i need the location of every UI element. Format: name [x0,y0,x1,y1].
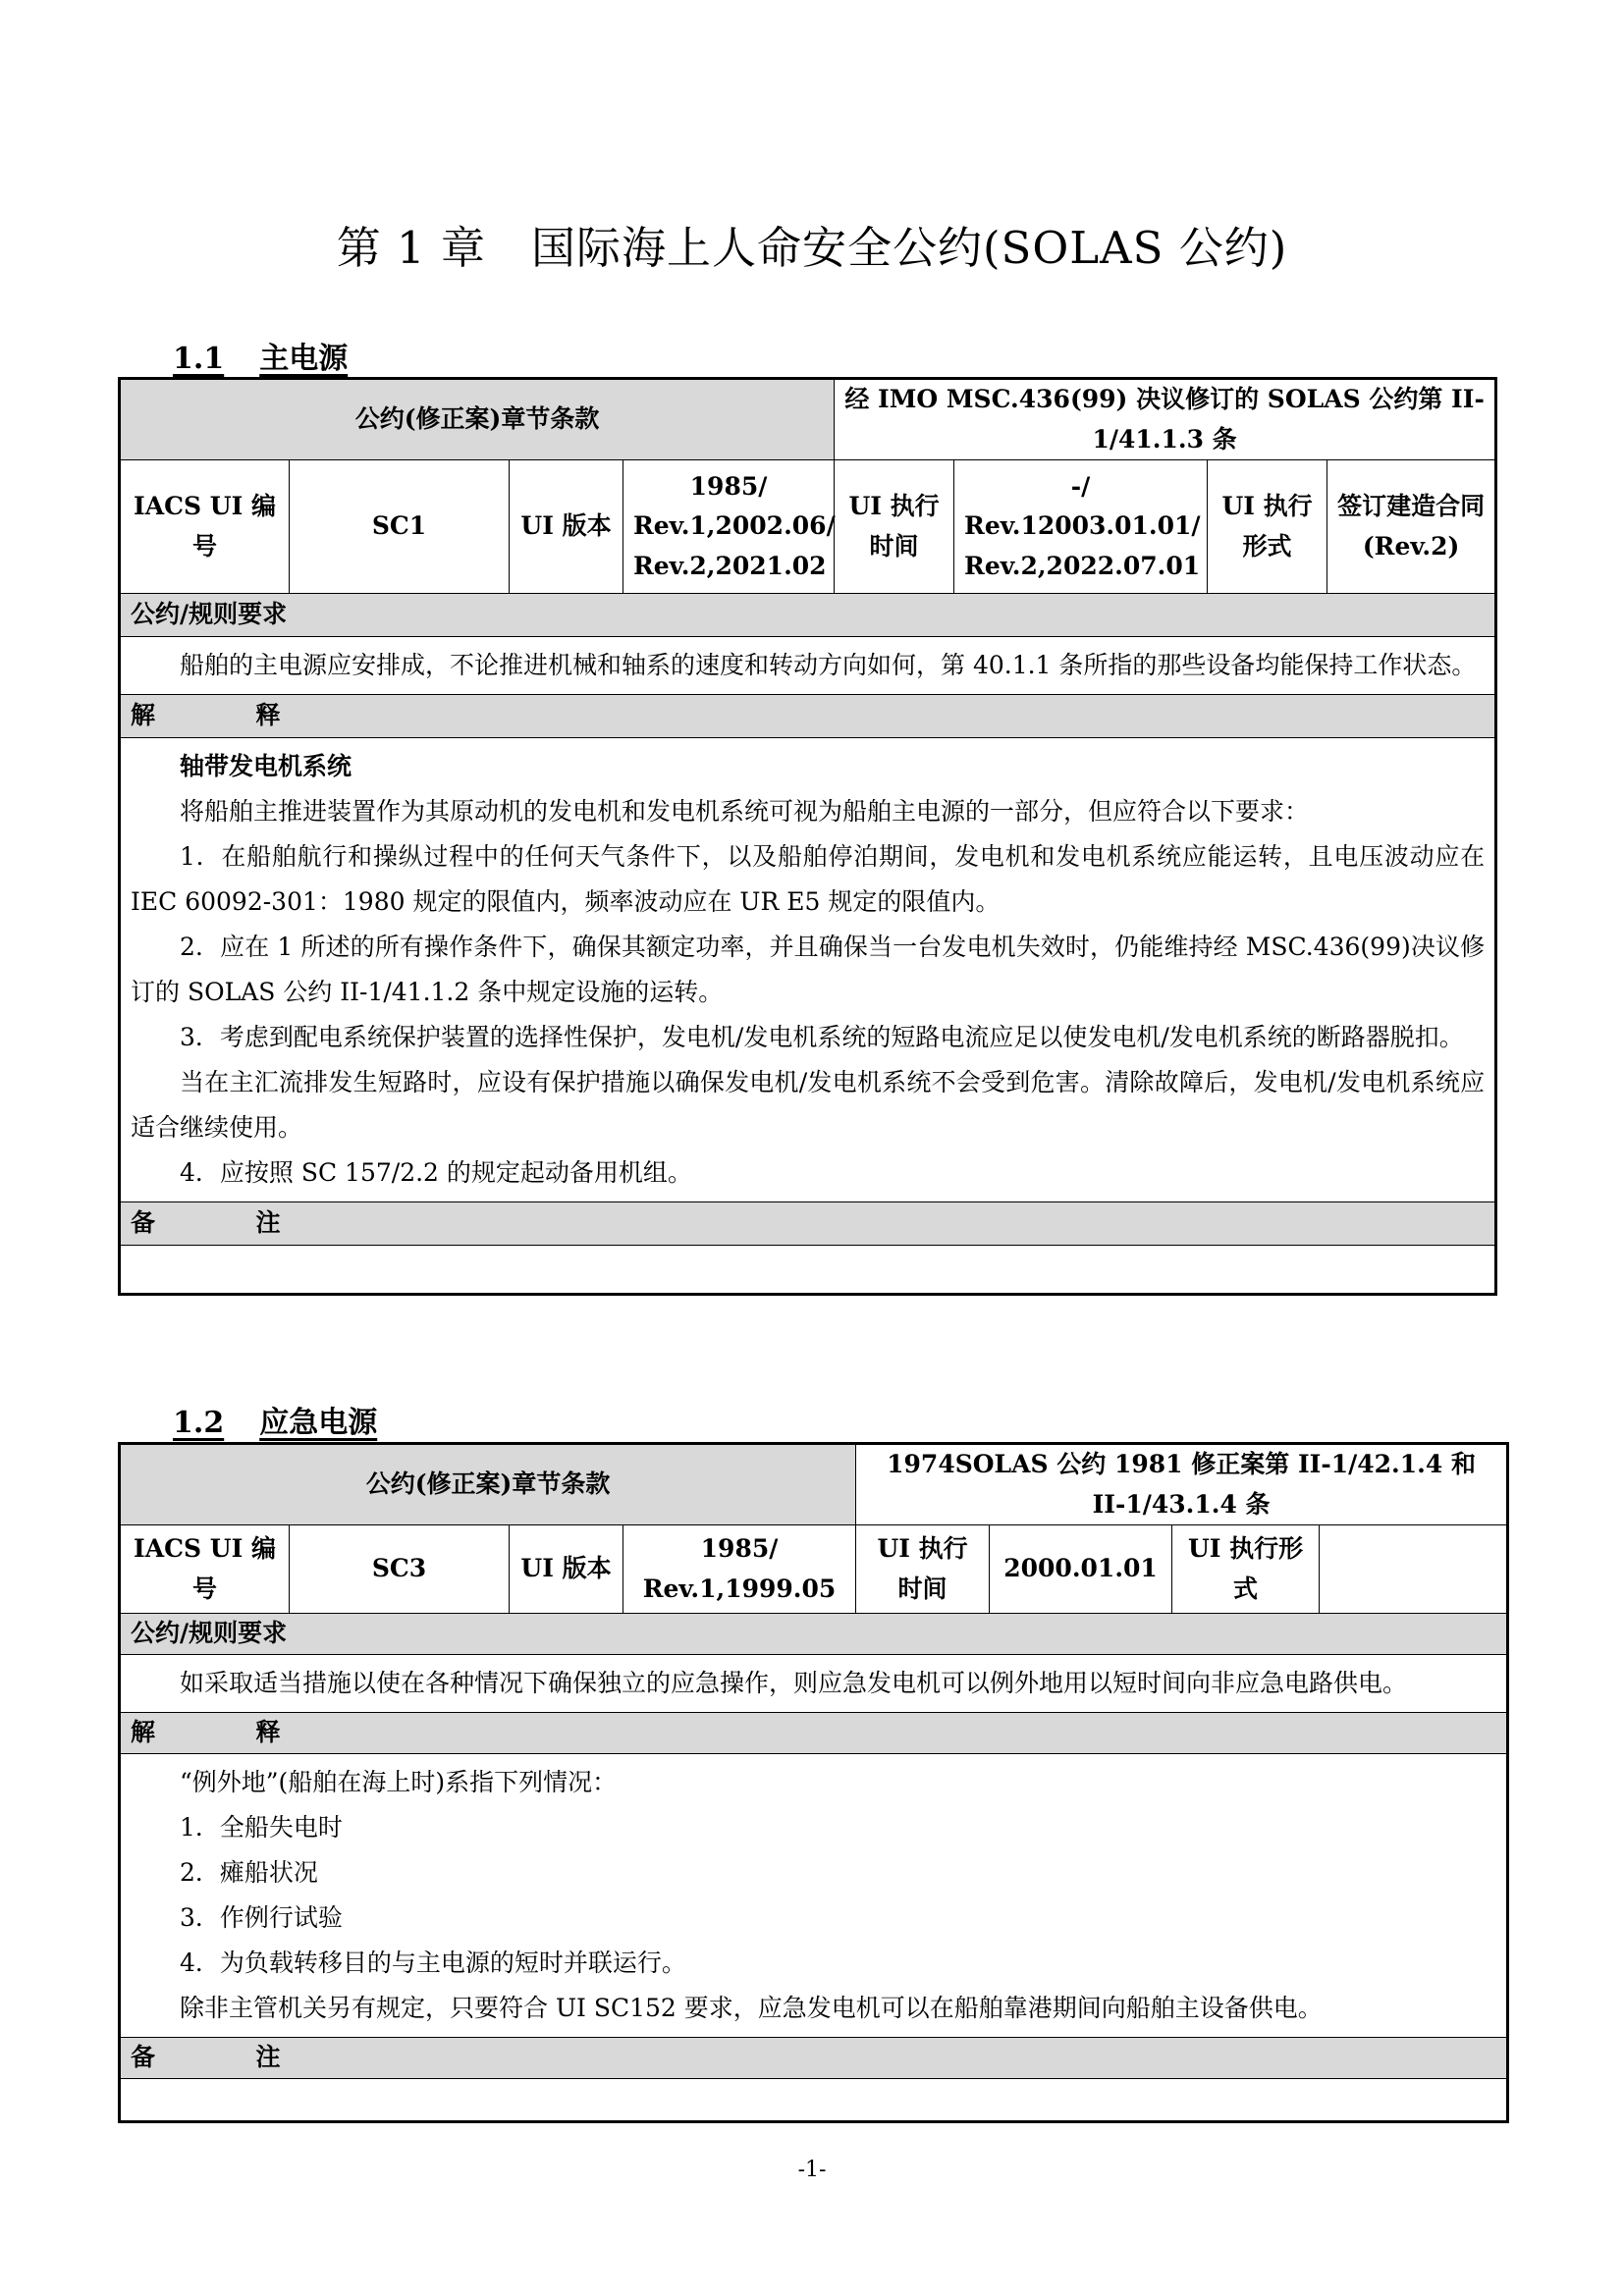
ui-effective-time-value: 2000.01.01 [990,1525,1172,1614]
interpretation-item: 当在主汇流排发生短路时，应设有保护措施以确保发电机/发电机系统不会受到危害。清除故障后，发电机/发电机系统应适合继续使用。 [131,1068,1486,1142]
section-heading-1-1 [173,334,348,377]
interpretation-item: 3．考虑到配电系统保护装置的选择性保护，发电机/发电机系统的短路电流应足以使发电机/发电机系统的断路器脱扣。 [180,1023,1464,1051]
ui-version-value: 1985/ Rev.1,1999.05 [623,1525,856,1614]
interpretation-item: 1．在船舶航行和操纵过程中的任何天气条件下，以及船舶停泊期间，发电机和发电机系统应能运转，且电压波动应在 IEC 60092-301：1980 规定的限值内，频率波动应在 UR E5 规定的限值内。 [131,842,1486,916]
remarks-label: 备 注 [131,2043,319,2072]
requirement-header: 公约/规则要求 [120,594,1496,637]
ui-effective-form-value [1320,1525,1508,1614]
ui-effective-time-label: UI 执行时间 [835,460,954,594]
interpretation-item: 除非主管机关另有规定，只要符合 UI SC152 要求，应急发电机可以在船舶靠港期间向船舶主设备供电。 [180,1994,1323,2022]
chapter-title: 第 1 章 国际海上人命安全公约(SOLAS 公约) [336,222,1288,274]
requirement-text: 如采取适当措施以使在各种情况下确保独立的应急操作，则应急发电机可以例外地用以短时间向非应急电路供电。 [180,1669,1408,1697]
interpretation-body [120,738,1496,1202]
requirement-body [120,637,1496,695]
ui-effective-time-value: -/ Rev.12003.01.01/ Rev.2,2022.07.01 [954,460,1208,594]
interpretation-item: 3．作例行试验 [180,1903,343,1932]
interpretation-intro: “例外地”(船舶在海上时)系指下列情况： [180,1768,618,1796]
section-title: 主电源 [259,342,349,376]
ui-table-sc3 [118,1442,1509,2123]
interpretation-label: 解 释 [131,701,319,730]
ui-effective-form-label: UI 执行形式 [1172,1525,1320,1614]
iacs-ui-number-label: IACS UI 编号 [120,460,290,594]
ui-effective-form-value: 签订建造合同 (Rev.2) [1327,460,1496,594]
iacs-ui-number-label: IACS UI 编号 [120,1525,290,1614]
section-title: 应急电源 [259,1406,378,1440]
requirement-header: 公约/规则要求 [120,1614,1508,1655]
ui-version-label: UI 版本 [510,460,623,594]
section-number: 1.1 [173,342,225,376]
interpretation-header [120,1713,1508,1754]
interpretation-item: 1．全船失电时 [180,1813,343,1842]
iacs-ui-number-value: SC3 [290,1525,510,1614]
interpretation-header [120,695,1496,738]
clause-value: 1974SOLAS 公约 1981 修正案第 II-1/42.1.4 和 II-1/43.1.4 条 [856,1444,1508,1525]
remarks-header [120,1202,1496,1246]
ui-table-sc1 [118,377,1497,1296]
clause-value: 经 IMO MSC.436(99) 决议修订的 SOLAS 公约第 II-1/41.1.3 条 [835,379,1496,460]
ui-version-label: UI 版本 [510,1525,623,1614]
remarks-body [120,2079,1508,2122]
interpretation-subtitle: 轴带发电机系统 [180,752,352,780]
interpretation-intro: 将船舶主推进装置作为其原动机的发电机和发电机系统可视为船舶主电源的一部分，但应符合以下要求： [180,797,1310,826]
ui-effective-form-label: UI 执行形式 [1208,460,1327,594]
requirement-text: 船舶的主电源应安排成，不论推进机械和轴系的速度和转动方向如何，第 40.1.1 条所指的那些设备均能保持工作状态。 [180,651,1477,679]
clause-label: 公约(修正案)章节条款 [120,379,835,460]
page-number: -1- [797,2158,827,2182]
remarks-label: 备 注 [131,1208,319,1238]
interpretation-item: 2．瘫船状况 [180,1858,318,1887]
requirement-body [120,1655,1508,1713]
interpretation-label: 解 释 [131,1718,319,1747]
ui-effective-time-label: UI 执行时间 [856,1525,990,1614]
section-number: 1.2 [173,1406,225,1440]
ui-version-value: 1985/ Rev.1,2002.06/ Rev.2,2021.02 [623,460,835,594]
interpretation-body [120,1754,1508,2038]
remarks-body [120,1246,1496,1295]
clause-label: 公约(修正案)章节条款 [120,1444,856,1525]
iacs-ui-number-value: SC1 [290,460,510,594]
interpretation-item: 4．应按照 SC 157/2.2 的规定起动备用机组。 [180,1158,692,1187]
section-heading-1-2 [173,1398,377,1441]
interpretation-item: 4．为负载转移目的与主电源的短时并联运行。 [180,1949,686,1977]
remarks-header [120,2038,1508,2079]
interpretation-item: 2．应在 1 所述的所有操作条件下，确保其额定功率，并且确保当一台发电机失效时，仍能维持经 MSC.436(99)决议修订的 SOLAS 公约 II-1/41.1.2 条中规定设施的运转。 [131,933,1486,1006]
